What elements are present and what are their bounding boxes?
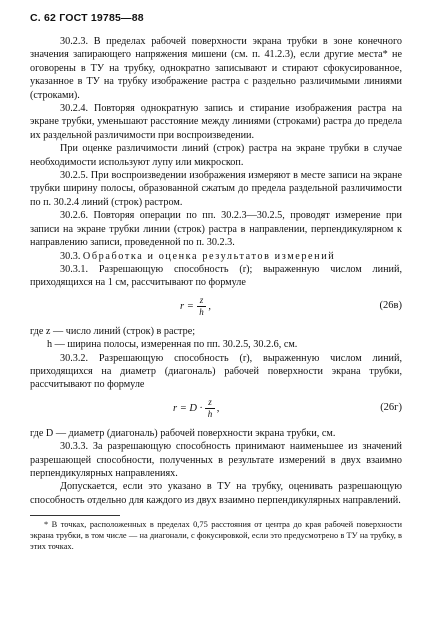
paragraph-permission: Допускается, если это указано в ТУ на трубку, оценивать разрешающую способность отдельно для каждого из двух взаимно перпендикулярных направлений.: [30, 481, 402, 506]
formula-comma: ,: [216, 403, 220, 415]
paragraph-30-3-2: 30.3.2. Разрешающую способность (r), выраженную числом линий, приходящихся на диаметр (диагональ) рабочей поверхности экрана трубки, рассчитывают по формуле: [30, 352, 402, 391]
formula-26g: [30, 394, 402, 424]
formula-number: (26в): [379, 299, 402, 311]
section-number: 30.3.: [60, 250, 81, 262]
formula-fraction: [205, 397, 215, 420]
formula-denominator: h: [199, 307, 204, 318]
paragraph-30-3-1: 30.3.1. Разрешающую способность (r); выраженную числом линий, приходящихся на 1 см, рассчитывают по формуле: [30, 263, 402, 289]
section-title: Обработка и оценка результатов измерений: [82, 250, 336, 262]
formula-lhs: r = D ·: [173, 403, 203, 415]
paragraph-30-2-4: 30.2.4. Повторяя однократную запись и стирание изображения растра на экране трубки, уменьшают расстояние между линиями (строками) растра до предела их раздельной различимости при воспроизведении.: [30, 103, 402, 141]
paragraph-30-2-5: 30.2.5. При воспроизведении изображения измеряют в месте записи на экране трубки ширину полосы, образованной сжатым до предела раздельной различимости по п. 30.2.4 линий (строк) растром.: [30, 170, 402, 208]
formula-numerator: z: [197, 295, 207, 307]
footnote-divider: [30, 515, 120, 516]
variable-definition-h: h — ширина полосы, измеренная по пп. 30.2.5, 30.2.6, см.: [47, 339, 298, 351]
page-header: С. 62 ГОСТ 19785—88: [30, 12, 144, 24]
formula-comma: ,: [208, 301, 211, 313]
variable-definition-z: где z — число линий (строк) в растре;: [30, 325, 196, 337]
paragraph-note: При оценке различимости линий (строк) растра на экране трубки в случае необходимости используют лупу или микроскоп.: [30, 143, 402, 168]
formula-fraction: [197, 295, 207, 318]
paragraph-30-3-3: 30.3.3. За разрешающую способность принимают наименьшее из значений разрешающей способности, полученных в результате измерений в двух взаимно перпендикулярных направлениях.: [30, 441, 402, 479]
paragraph-30-2-6: 30.2.6. Повторяя операции по пп. 30.2.3—30.2.5, проводят измерение при записи на экране трубки линии (строк) растра в направлении, перпендикулярном к направлению записи, проведенной по п. 30.2.3.: [30, 210, 402, 249]
formula-expression: [180, 292, 211, 322]
formula-number: (26г): [380, 401, 402, 413]
section-heading-30-3: [30, 250, 402, 263]
footnote: * В точках, расположенных в пределах 0,75 расстояния от центра до края рабочей поверхности экрана трубки, в том числе — на диагонали, с фокусировкой, если это предусмотрено в ТУ на трубку, в этих точках.: [30, 520, 402, 552]
variable-definition-d: где D — диаметр (диагональ) рабочей поверхности экрана трубки, см.: [30, 427, 336, 439]
formula-numerator: z: [205, 397, 215, 409]
formula-lhs: r =: [180, 301, 194, 313]
paragraph-30-2-3: 30.2.3. В пределах рабочей поверхности экрана трубки в зоне конечного значения запирающего напряжения мишени (см. п. 41.2.3), если другие места* не оговорены в ТУ на трубку, однократно записывают и стирают сфокусированное, указанное в ТУ на трубку изображение растра с раздельно различимыми линиями (строками).: [30, 36, 402, 101]
formula-denominator: h: [207, 409, 213, 420]
formula-26v: [30, 292, 402, 322]
formula-expression: [173, 394, 219, 424]
